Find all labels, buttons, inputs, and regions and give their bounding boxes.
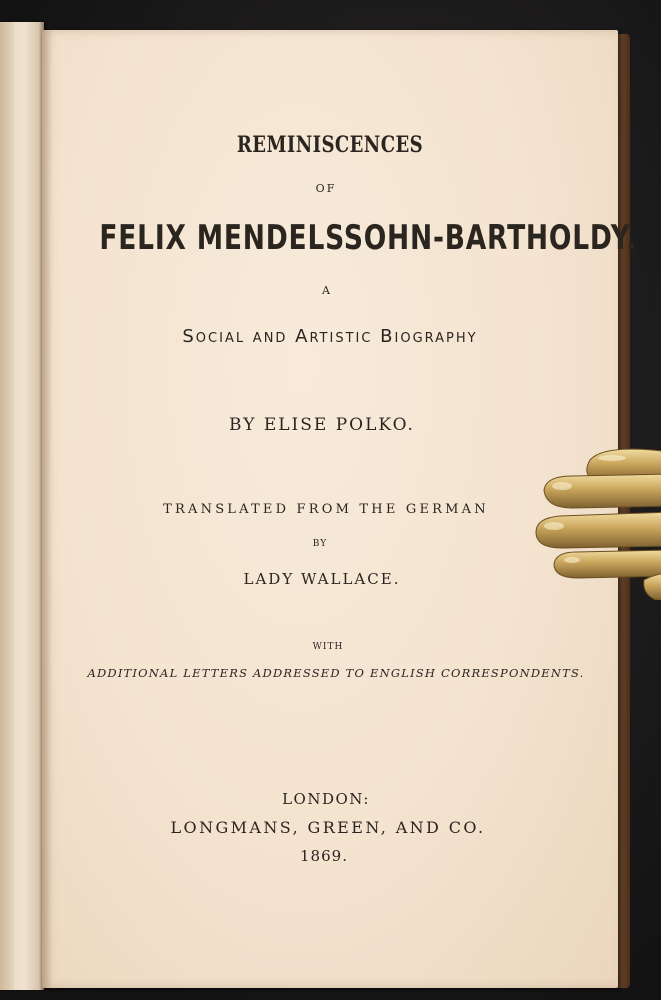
subtitle-social-artistic-biography: Social and Artistic Biography: [182, 326, 478, 347]
brass-hand-page-holder-icon: [532, 440, 661, 600]
translator-line: LADY WALLACE.: [243, 570, 401, 588]
title-felix-mendelssohn: FELIX MENDELSSOHN-BARTHOLDY.: [99, 218, 638, 258]
title-reminiscences: REMINISCENCES: [236, 132, 424, 158]
additional-letters-line: ADDITIONAL LETTERS ADDRESSED TO ENGLISH CORRESPONDENTS.: [87, 666, 585, 680]
publisher-line: LONGMANS, GREEN, AND CO.: [170, 818, 486, 837]
left-page-inner-edge: [0, 22, 14, 990]
title-of: OF: [315, 182, 337, 195]
translated-line: TRANSLATED FROM THE GERMAN: [163, 502, 489, 517]
subtitle-a: A: [322, 284, 330, 297]
by-line: BY: [312, 539, 328, 549]
author-line: BY ELISE POLKO.: [229, 415, 415, 435]
year-line: 1869.: [300, 847, 348, 865]
place-line: LONDON:: [282, 790, 370, 808]
with-line: WITH: [312, 642, 344, 652]
